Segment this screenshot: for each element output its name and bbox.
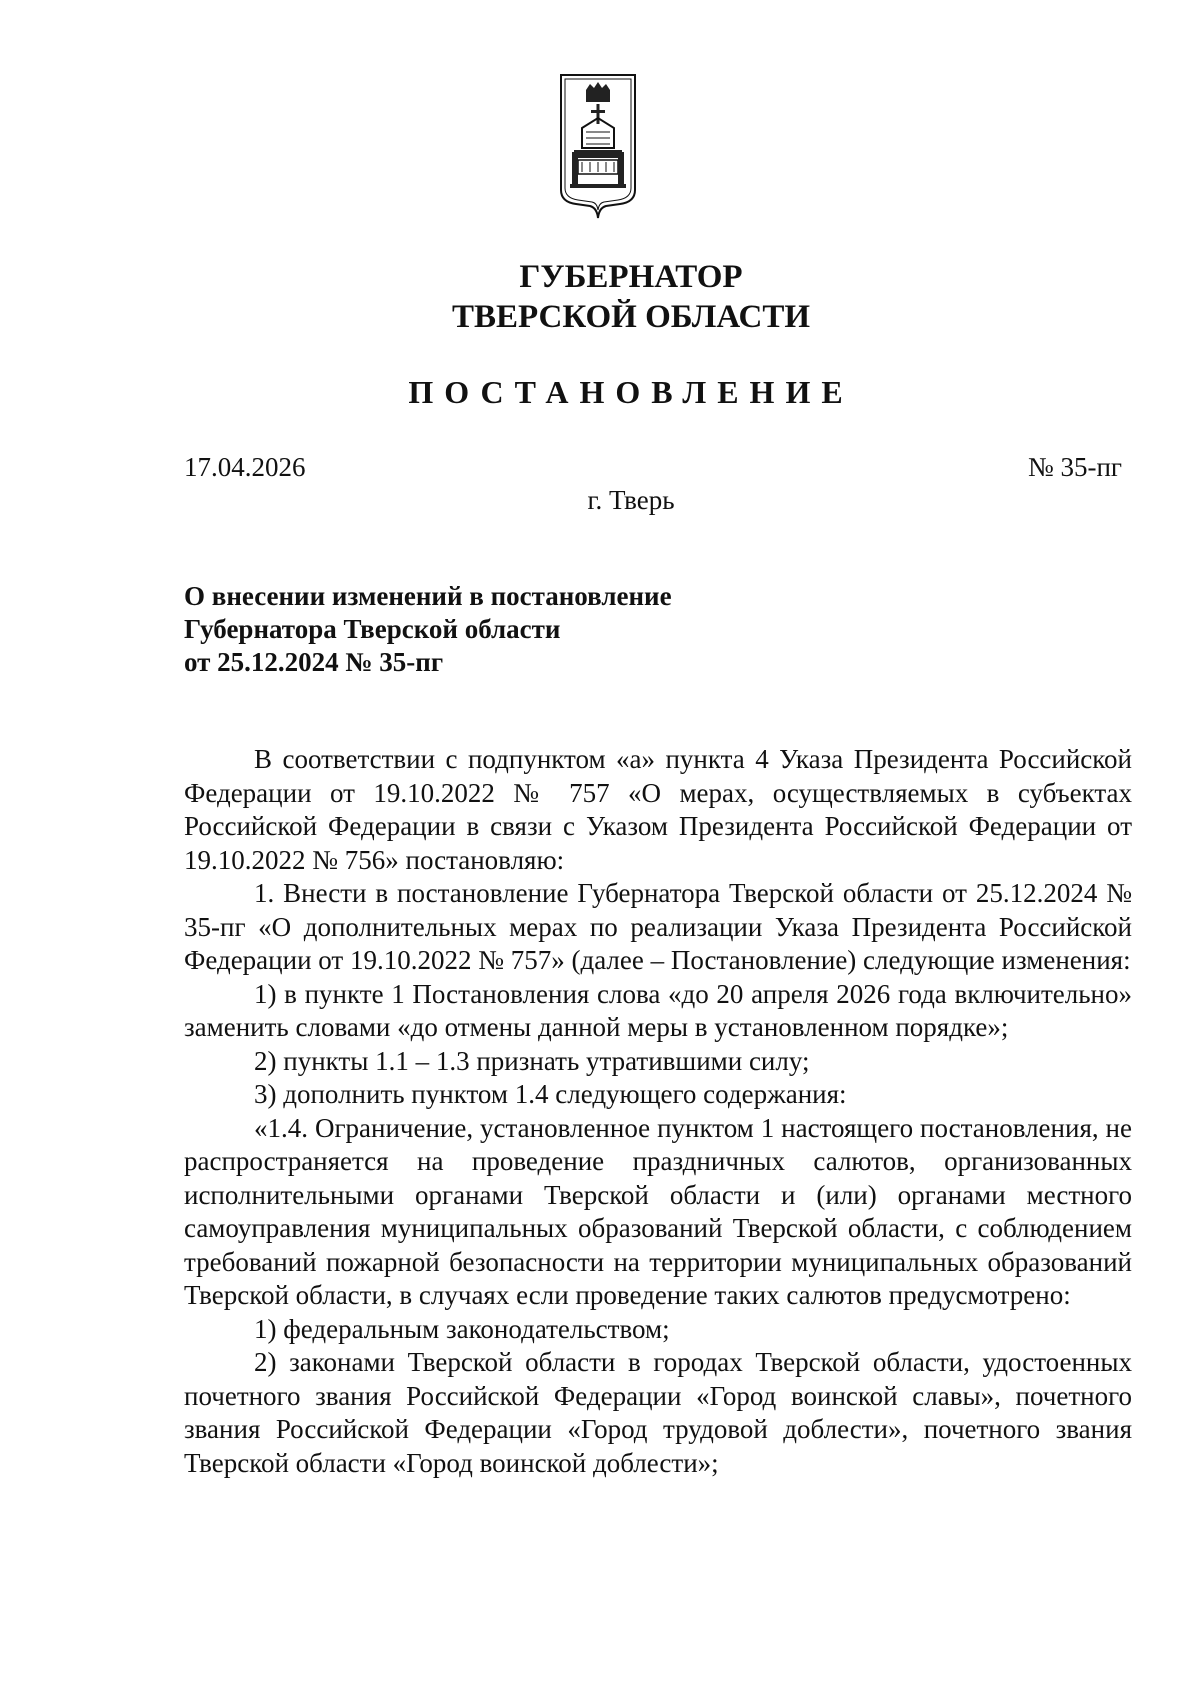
coat-of-arms-emblem [558,72,638,224]
body-paragraph: 1) федеральным законодательством; [254,1313,670,1344]
body-paragraph: 1) в пункте 1 Постановления слова «до 20 апреля 2026 года включительно» заменить словами «до отмены данной меры в установленном порядке»; [184,978,1132,1042]
body-paragraph: 3) дополнить пунктом 1.4 следующего содержания: [254,1079,847,1109]
document-type: ПОСТАНОВЛЕНИЕ [408,374,854,410]
body-paragraph: 1. Внести в постановление Губернатора Тверской области от 25.12.2024 № 35-пг «О дополнительных мерах по реализации Указа Президента Российской Федерации от 19.10.2022 № 757» (далее – Постановление) следующие изменения: [184,878,1132,975]
body-paragraph: 2) законами Тверской области в городах Тверской области, удостоенных почетного звания Российской Федерации «Город воинской славы», почетного звания Российской Федерации «Город трудовой доблести», почетного звания Тверской области «Город воинской доблести»; [184,1347,1132,1478]
subject-line: О внесении изменений в постановление [184,581,672,611]
document-body [184,743,1132,1480]
authority-title-line1: ГУБЕРНАТОР [519,259,743,295]
subject-line: Губернатора Тверской области [184,614,561,644]
document-number: № 35-пг [1027,452,1122,482]
document-date: 17.04.2026 [184,452,306,482]
subject-line: от 25.12.2024 № 35-пг [184,647,444,677]
document-city: г. Тверь [587,485,675,515]
body-paragraph: «1.4. Ограничение, установленное пунктом 1 настоящего постановления, не распространяется на проведение праздничных салютов, организованных исполнительными органами Тверской области и (или) органами местного самоуправления муниципальных образований Тверской области, с соблюдением требований пожарной безопасности на территории муниципальных образований Тверской области, в случаях если проведение таких салютов предусмотрено: [184,1112,1132,1310]
authority-title-line2: ТВЕРСКОЙ ОБЛАСТИ [451,299,811,335]
body-paragraph: 2) пункты 1.1 – 1.3 признать утратившими силу; [254,1045,810,1076]
document-subject [184,580,884,679]
body-paragraph: В соответствии с подпунктом «а» пункта 4 Указа Президента Российской Федерации от 19.10.2022 № 757 «О мерах, осуществляемых в субъектах Российской Федерации в связи с Указом Президента Российской Федерации от 19.10.2022 № 756» постановляю: [184,744,1132,875]
